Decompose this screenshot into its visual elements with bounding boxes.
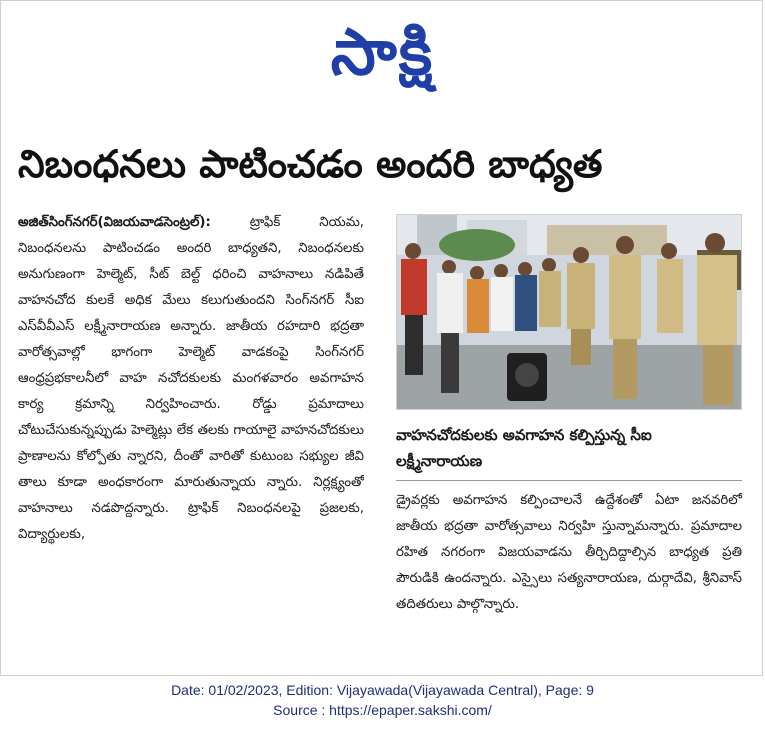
photo-caption: వాహనచోదకులకు అవగాహన కల్పిస్తున్న సీఐ లక్ష్మీనారాయణ [396,426,652,470]
clipping-footer [0,680,765,720]
article-body-right: డ్రైవర్లకు అవగాహన కల్పించాలనే ఉద్దేశంతో ఏటా జనవరిలో జాతీయ భద్రతా వారోత్సవాలు నిర్వహి స్తున్నామన్నారు. ప్రమాదాల రహిత నగరంగా విజయవాడను తీర్చిదిద్దాల్సిన బాధ్యత ప్రతి పౌరుడికి ఉందన్నారు. ఎస్సైలు సత్యనారాయణ, దుర్గాదేవి, శ్రీనివాస్‌ తదితరులు పాల్గొన్నారు. [396,493,742,612]
article-dateline: అజిత్‌సింగ్‌నగర్‌(విజయవాడసెంట్రల్‌): [18,215,211,230]
newspaper-logo: సాక్షి [330,16,435,90]
article-body-left [18,210,364,650]
article-body-left-text: ట్రాఫిక్‌ నియమ, నిబంధనలను పాటించడం అందరి బాధ్యతని, నిబంధనలకు అనుగుణంగా హెల్మెట్‌, సీట్‌ బెల్ట్‌ ధరించి వాహనాలు నడిపితే వాహనచోద కులకే అధిక మేలు కలుగుతుందని సింగ్‌నగర్‌ సీఐ ఎస్‌వీవీఎస్‌ లక్ష్మీనారాయణ అన్నారు. జాతీయ రహదారి భద్రతా వారోత్సవాల్లో భాగంగా హెల్మెట్‌ వాడకంపై సింగ్‌నగర్‌ ఆంధ్రప్రభకాలనీలో వాహ నచోదకులకు మంగళవారం అవగాహన కార్య క్రమాన్ని నిర్వహించారు. రోడ్డు ప్రమాదాలు చోటుచేసుకున్నప్పుడు హెల్మెట్లు లేక తలకు గాయాలై వాహనచోదకులు ప్రాణాలను కోల్పోతు న్నారని, దీంతో వారితో కుటుంబ సభ్యుల జీవి తాలు కూడా అంధకారంగా మారుతున్నాయ న్నారు. నిర్లక్ష్యంతో వాహనాలు నడపొద్దన్నారు. ట్రాఫిక్‌ నిబంధనలపై ప్రజలకు, విద్యార్థులకు, [18,215,364,542]
caption-divider [396,480,742,481]
masthead [0,8,765,98]
source-line: Source : https://epaper.sakshi.com/ [273,702,492,718]
edition-line: Date: 01/02/2023, Edition: Vijayawada(Vijayawada Central), Page: 9 [171,682,594,698]
photo-illustration [397,215,742,410]
article-headline: నిబంధనలు పాటించడం అందరి బాధ్యత [18,142,603,186]
article-photo [396,214,742,410]
